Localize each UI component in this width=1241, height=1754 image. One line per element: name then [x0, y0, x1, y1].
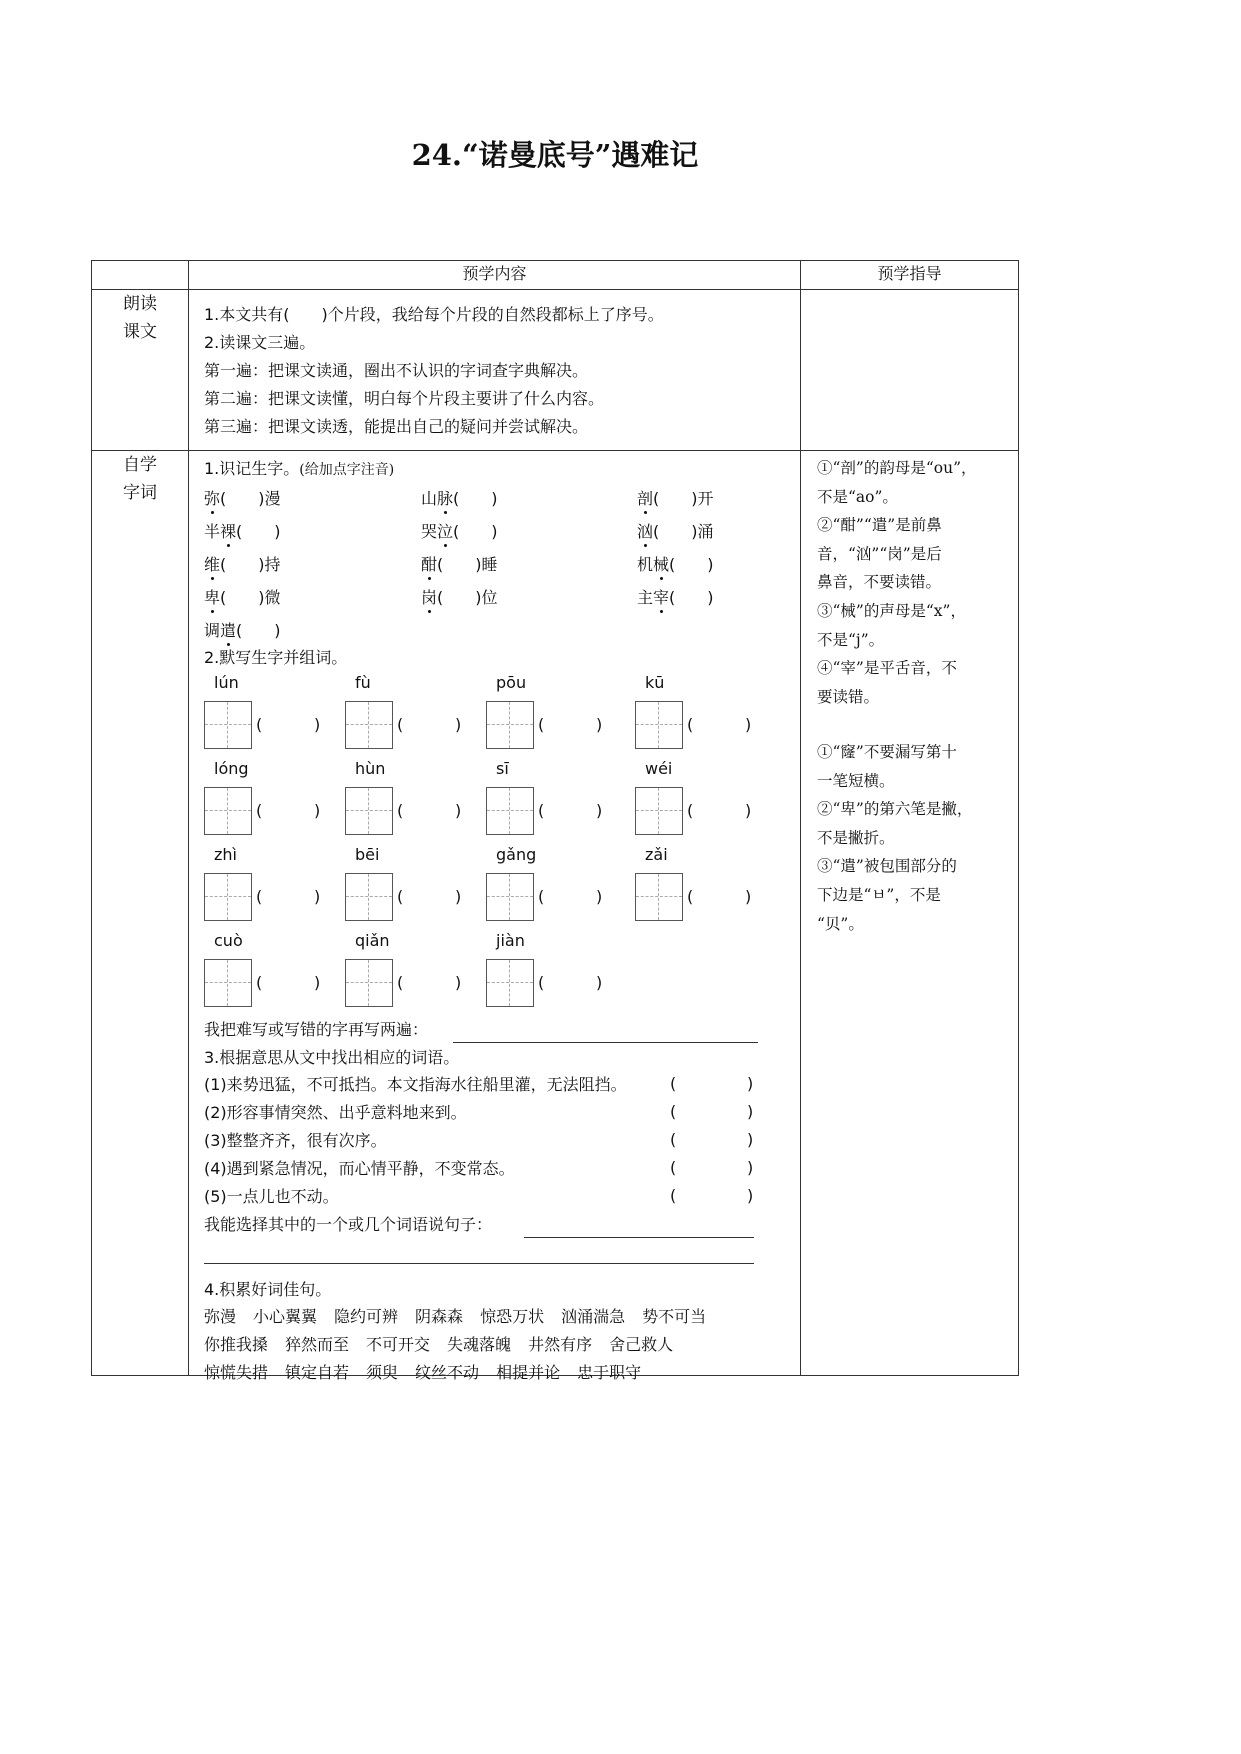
pinyin-label: cuò — [214, 931, 243, 950]
category-self: 自学 字词 — [92, 451, 189, 1376]
paren-open: ( — [538, 973, 545, 992]
writing-grid-box — [486, 873, 534, 921]
dotted-char: 卑 — [204, 588, 221, 607]
writing-tip: ②“卑”的第六笔是撇， — [817, 800, 973, 819]
dotted-char: 汹 — [637, 522, 654, 541]
pinyin-label: fù — [355, 673, 371, 692]
answer-paren-open: ( — [670, 1130, 677, 1149]
good-word: 不可开交 — [366, 1335, 431, 1354]
pinyin-label: kū — [645, 673, 665, 692]
good-word: 阴森森 — [415, 1307, 464, 1326]
paren-open: ( — [538, 801, 545, 820]
definition-item: (2)形容事情突然、出乎意料地来到。 — [204, 1103, 467, 1122]
paren-close: ) — [596, 715, 603, 734]
good-word: 惊慌失措 — [204, 1363, 269, 1382]
paren-open: ( — [256, 887, 263, 906]
answer-paren-close: ) — [747, 1186, 754, 1205]
answer-paren-open: ( — [670, 1158, 677, 1177]
paren-close: ) — [314, 801, 321, 820]
definition-item: (4)遇到紧急情况，而心情平静，不变常态。 — [204, 1159, 515, 1178]
char-item — [637, 488, 714, 510]
dotted-char: 弥 — [204, 489, 221, 508]
dotted-char: 脉 — [437, 489, 454, 508]
definition-item: (1)来势迅猛，不可抵挡。本文指海水往船里灌，无法阻挡。 — [204, 1075, 627, 1094]
paren-close: ) — [455, 801, 462, 820]
paren-open: ( — [538, 887, 545, 906]
dotted-char: 维 — [204, 555, 221, 574]
writing-grid-box — [345, 787, 393, 835]
pronunciation-tip: 要读错。 — [817, 687, 880, 706]
char-suffix: ( )涌 — [653, 522, 714, 541]
header-guide: 预学指导 — [801, 261, 1019, 290]
good-word: 势不可当 — [642, 1307, 707, 1326]
writing-grid-box — [486, 787, 534, 835]
pronunciation-tip: 不是“j”。 — [817, 630, 885, 649]
writing-grid-box — [486, 959, 534, 1007]
char-suffix: ( ) — [669, 588, 714, 607]
section-1-title — [204, 458, 394, 481]
header-content: 预学内容 — [189, 261, 801, 290]
definition-item: (5)一点儿也不动。 — [204, 1187, 339, 1206]
char-item — [204, 521, 281, 543]
writing-grid-box — [635, 701, 683, 749]
pinyin-label: jiàn — [496, 931, 525, 950]
pinyin-label: pōu — [496, 673, 527, 692]
section-1-note: (给加点字注音) — [299, 462, 395, 478]
sentence-underline-2 — [204, 1263, 754, 1264]
good-word: 猝然而至 — [285, 1335, 350, 1354]
pinyin-label: zǎi — [645, 845, 668, 864]
char-suffix: ( )开 — [653, 489, 714, 508]
section-1-label: 1.识记生字。 — [204, 459, 300, 478]
sentence-underline — [524, 1237, 754, 1238]
paren-close: ) — [314, 715, 321, 734]
answer-paren-open: ( — [670, 1074, 677, 1093]
read-line: 1.本文共有( )个片段，我给每个片段的自然段都标上了序号。 — [204, 305, 664, 324]
paren-close: ) — [745, 801, 752, 820]
char-suffix: ( )漫 — [220, 489, 281, 508]
dotted-char: 宰 — [653, 588, 670, 607]
char-item — [204, 587, 281, 609]
read-content-cell — [189, 290, 801, 451]
word-row — [204, 1306, 706, 1328]
good-word: 失魂落魄 — [447, 1335, 512, 1354]
char-suffix: ( )睡 — [437, 555, 498, 574]
paren-open: ( — [397, 887, 404, 906]
answer-paren-close: ) — [747, 1074, 754, 1093]
char-prefix: 机 — [637, 555, 654, 574]
paren-open: ( — [687, 887, 694, 906]
good-word: 井然有序 — [528, 1335, 593, 1354]
char-item — [637, 521, 714, 543]
header-empty — [92, 261, 189, 290]
pronunciation-tip: ③“械”的声母是“x”， — [817, 602, 966, 620]
writing-tip: ③“遣”被包围部分的 — [817, 857, 957, 876]
writing-tip: 下边是“ㅂ”，不是 — [817, 886, 941, 904]
writing-tip: 不是撇折。 — [817, 828, 895, 847]
writing-grid-box — [635, 787, 683, 835]
rewrite-prompt: 我把难写或写错的字再写两遍： — [204, 1020, 429, 1039]
char-suffix: ( )持 — [220, 555, 281, 574]
section-4-title: 4.积累好词佳句。 — [204, 1280, 332, 1299]
paren-open: ( — [256, 715, 263, 734]
good-word: 纹丝不动 — [415, 1363, 480, 1382]
word-row — [204, 1362, 641, 1384]
paren-close: ) — [455, 973, 462, 992]
good-word: 忠于职守 — [577, 1363, 642, 1382]
paren-close: ) — [596, 801, 603, 820]
dotted-char: 裸 — [220, 522, 237, 541]
good-word: 镇定自若 — [285, 1363, 350, 1382]
char-prefix: 哭 — [421, 522, 438, 541]
pinyin-label: lún — [214, 673, 239, 692]
writing-grid-box — [345, 701, 393, 749]
pronunciation-tip: 鼻音，不要读错。 — [817, 573, 942, 592]
good-word: 汹涌湍急 — [561, 1307, 626, 1326]
paren-close: ) — [314, 973, 321, 992]
char-suffix: ( ) — [669, 555, 714, 574]
pinyin-label: bēi — [355, 845, 380, 864]
char-item — [421, 488, 498, 510]
paren-close: ) — [745, 715, 752, 734]
preview-table — [91, 260, 1019, 1382]
pinyin-label: gǎng — [496, 845, 537, 864]
read-line: 第三遍：把课文读透，能提出自己的疑问并尝试解决。 — [204, 417, 589, 436]
writing-tip: 一笔短横。 — [817, 771, 895, 790]
dotted-char: 剖 — [637, 489, 654, 508]
writing-grid-box — [204, 873, 252, 921]
paren-close: ) — [745, 887, 752, 906]
pronunciation-tip: ①“剖”的韵母是“ou”， — [817, 459, 977, 477]
char-suffix: ( ) — [236, 621, 281, 640]
writing-grid-box — [345, 959, 393, 1007]
section-2-title: 2.默写生字并组词。 — [204, 648, 348, 667]
answer-paren-close: ) — [747, 1158, 754, 1177]
paren-open: ( — [397, 973, 404, 992]
writing-grid-box — [345, 873, 393, 921]
good-word: 隐约可辨 — [334, 1307, 399, 1326]
char-item — [204, 554, 281, 576]
writing-grid-box — [204, 959, 252, 1007]
pinyin-label: lóng — [214, 759, 249, 778]
pinyin-label: wéi — [645, 759, 673, 778]
char-item — [421, 587, 498, 609]
paren-open: ( — [397, 801, 404, 820]
good-word: 你推我搡 — [204, 1335, 269, 1354]
char-suffix: ( ) — [453, 522, 498, 541]
read-line: 第二遍：把课文读懂，明白每个片段主要讲了什么内容。 — [204, 389, 605, 408]
section-3-title: 3.根据意思从文中找出相应的词语。 — [204, 1048, 460, 1067]
dotted-char: 遣 — [220, 621, 237, 640]
writing-grid-box — [486, 701, 534, 749]
dotted-char: 酣 — [421, 555, 438, 574]
good-word: 弥漫 — [204, 1307, 237, 1326]
pinyin-label: hùn — [355, 759, 386, 778]
answer-paren-open: ( — [670, 1186, 677, 1205]
char-prefix: 主 — [637, 588, 654, 607]
char-item — [637, 587, 714, 609]
char-suffix: ( )微 — [220, 588, 281, 607]
char-prefix: 半 — [204, 522, 221, 541]
writing-tip: “贝”。 — [817, 914, 864, 933]
dotted-char: 械 — [653, 555, 670, 574]
char-suffix: ( ) — [453, 489, 498, 508]
pronunciation-tip: ④“宰”是平舌音，不 — [817, 659, 957, 678]
answer-paren-close: ) — [747, 1130, 754, 1149]
paren-close: ) — [314, 887, 321, 906]
pinyin-label: zhì — [214, 845, 237, 864]
page-title: 24.“诺曼底号”遇难记 — [411, 138, 699, 172]
writing-tip: ①“窿”不要漏写第十 — [817, 743, 957, 761]
paren-open: ( — [397, 715, 404, 734]
paren-close: ) — [455, 887, 462, 906]
writing-grid-box — [204, 787, 252, 835]
paren-open: ( — [687, 801, 694, 820]
answer-paren-open: ( — [670, 1102, 677, 1121]
char-prefix: 山 — [421, 489, 438, 508]
definition-item: (3)整整齐齐，很有次序。 — [204, 1131, 387, 1150]
good-word: 相提并论 — [496, 1363, 561, 1382]
char-item — [204, 620, 281, 642]
word-row — [204, 1334, 673, 1356]
good-word: 须臾 — [366, 1363, 399, 1382]
paren-open: ( — [538, 715, 545, 734]
sentence-prompt: 我能选择其中的一个或几个词语说句子： — [204, 1215, 493, 1234]
good-word: 小心翼翼 — [253, 1307, 318, 1326]
pinyin-label: qiǎn — [355, 931, 390, 950]
rewrite-underline — [453, 1042, 758, 1043]
paren-open: ( — [256, 801, 263, 820]
self-guide-cell — [801, 451, 1019, 1376]
paren-close: ) — [455, 715, 462, 734]
dotted-char: 泣 — [437, 522, 454, 541]
char-item — [421, 521, 498, 543]
char-item — [637, 554, 714, 576]
pronunciation-tip: 不是“ao”。 — [817, 487, 898, 506]
good-word: 惊恐万状 — [480, 1307, 545, 1326]
char-prefix: 调 — [204, 621, 221, 640]
writing-grid-box — [204, 701, 252, 749]
writing-grid-box — [635, 873, 683, 921]
char-suffix: ( )位 — [437, 588, 498, 607]
char-item — [421, 554, 498, 576]
self-content-cell — [189, 451, 801, 1382]
paren-open: ( — [256, 973, 263, 992]
paren-open: ( — [687, 715, 694, 734]
pronunciation-tip: 音，“汹”“岗”是后 — [817, 544, 942, 563]
good-word: 舍己救人 — [609, 1335, 674, 1354]
pinyin-label: sī — [496, 759, 509, 778]
read-line: 2.读课文三遍。 — [204, 333, 316, 352]
paren-close: ) — [596, 973, 603, 992]
read-guide-cell — [801, 290, 1019, 451]
dotted-char: 岗 — [421, 588, 438, 607]
category-read: 朗读 课文 — [92, 290, 189, 451]
pronunciation-tip: ②“酣”“遣”是前鼻 — [817, 516, 942, 535]
char-suffix: ( ) — [236, 522, 281, 541]
answer-paren-close: ) — [747, 1102, 754, 1121]
char-item — [204, 488, 281, 510]
read-line: 第一遍：把课文读通，圈出不认识的字词查字典解决。 — [204, 361, 589, 380]
paren-close: ) — [596, 887, 603, 906]
